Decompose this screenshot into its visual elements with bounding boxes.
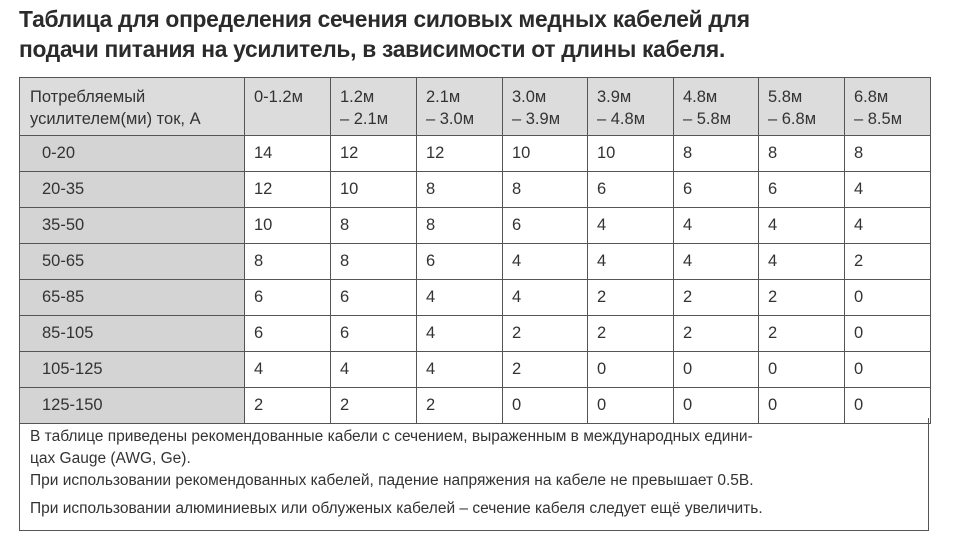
gauge-cell: 4	[588, 244, 674, 280]
gauge-cell: 10	[331, 172, 417, 208]
gauge-cell: 8	[503, 172, 588, 208]
header-line2: – 2.1м	[340, 110, 389, 128]
gauge-cell: 0	[674, 388, 759, 424]
cable-gauge-table	[19, 77, 931, 424]
gauge-cell: 14	[245, 136, 331, 172]
gauge-cell: 4	[845, 172, 931, 208]
header-line2: – 5.8м	[683, 110, 732, 128]
gauge-cell: 4	[845, 208, 931, 244]
header-line1: 1.2м	[340, 88, 375, 106]
gauge-cell: 0	[845, 280, 931, 316]
notes-box	[19, 418, 929, 531]
gauge-cell: 2	[503, 316, 588, 352]
gauge-cell: 6	[503, 208, 588, 244]
gauge-cell: 4	[503, 280, 588, 316]
gauge-cell: 12	[245, 172, 331, 208]
gauge-cell: 4	[674, 208, 759, 244]
row-current-range: 20-35	[20, 172, 245, 208]
gauge-cell: 0	[845, 388, 931, 424]
gauge-cell: 2	[503, 352, 588, 388]
table-row	[20, 280, 931, 316]
gauge-cell: 2	[759, 316, 845, 352]
gauge-cell: 4	[245, 352, 331, 388]
row-current-range: 50-65	[20, 244, 245, 280]
gauge-cell: 2	[674, 280, 759, 316]
note-line-3: При использовании рекомендованных кабелей, падение напряжения на кабеле не превышает 0.5В.	[30, 472, 754, 489]
header-line1: 2.1м	[426, 88, 461, 106]
header-length	[845, 78, 931, 136]
header-line1: 6.8м	[854, 88, 889, 106]
gauge-cell: 8	[245, 244, 331, 280]
gauge-cell: 2	[245, 388, 331, 424]
header-line2: – 4.8м	[597, 110, 646, 128]
gauge-cell: 10	[588, 136, 674, 172]
header-line1: 0-1.2м	[254, 88, 303, 106]
gauge-cell: 0	[503, 388, 588, 424]
header-line2: – 3.0м	[426, 110, 475, 128]
gauge-cell: 4	[588, 208, 674, 244]
header-length	[759, 78, 845, 136]
gauge-cell: 8	[845, 136, 931, 172]
row-current-range: 0-20	[20, 136, 245, 172]
gauge-cell: 8	[674, 136, 759, 172]
table-header-row	[20, 78, 931, 136]
table-row	[20, 316, 931, 352]
table-row	[20, 352, 931, 388]
header-current	[20, 78, 245, 136]
header-line2: – 3.9м	[512, 110, 561, 128]
gauge-cell: 0	[759, 352, 845, 388]
header-length	[503, 78, 588, 136]
note-line-1: В таблице приведены рекомендованные кабели с сечением, выраженным в международных едини-	[30, 428, 753, 445]
header-length	[245, 78, 331, 136]
gauge-cell: 2	[845, 244, 931, 280]
gauge-cell: 0	[845, 352, 931, 388]
gauge-cell: 0	[845, 316, 931, 352]
gauge-cell: 2	[759, 280, 845, 316]
gauge-cell: 6	[245, 280, 331, 316]
header-line1: 3.0м	[512, 88, 547, 106]
gauge-cell: 4	[759, 208, 845, 244]
row-current-range: 125-150	[20, 388, 245, 424]
header-line2: – 6.8м	[768, 110, 817, 128]
gauge-cell: 8	[759, 136, 845, 172]
gauge-cell: 6	[588, 172, 674, 208]
gauge-cell: 12	[331, 136, 417, 172]
table-row	[20, 244, 931, 280]
gauge-cell: 6	[759, 172, 845, 208]
gauge-cell: 4	[417, 316, 503, 352]
header-length	[674, 78, 759, 136]
gauge-cell: 0	[588, 352, 674, 388]
header-length	[331, 78, 417, 136]
header-line1: 5.8м	[768, 88, 803, 106]
gauge-cell: 12	[417, 136, 503, 172]
gauge-cell: 8	[331, 208, 417, 244]
gauge-cell: 4	[674, 244, 759, 280]
gauge-cell: 6	[417, 244, 503, 280]
gauge-cell: 2	[331, 388, 417, 424]
title-line-1: Таблица для определения сечения силовых медных кабелей для	[19, 6, 750, 32]
table-row	[20, 136, 931, 172]
page-title	[19, 4, 921, 64]
table-row	[20, 208, 931, 244]
header-current-line2: усилителем(ми) ток, А	[30, 110, 201, 128]
row-current-range: 85-105	[20, 316, 245, 352]
header-line1: 4.8м	[683, 88, 718, 106]
gauge-cell: 2	[588, 316, 674, 352]
gauge-cell: 0	[588, 388, 674, 424]
gauge-cell: 10	[245, 208, 331, 244]
note-line-2: цах Gauge (AWG, Ge).	[30, 450, 191, 467]
gauge-cell: 6	[331, 280, 417, 316]
gauge-cell: 6	[674, 172, 759, 208]
title-line-2: подачи питания на усилитель, в зависимости от длины кабеля.	[19, 36, 725, 62]
gauge-cell: 6	[245, 316, 331, 352]
gauge-cell: 0	[759, 388, 845, 424]
gauge-cell: 4	[759, 244, 845, 280]
gauge-cell: 8	[417, 208, 503, 244]
gauge-cell: 4	[417, 352, 503, 388]
gauge-cell: 4	[417, 280, 503, 316]
gauge-cell: 8	[331, 244, 417, 280]
row-current-range: 35-50	[20, 208, 245, 244]
note-line-4: При использовании алюминиевых или облуженых кабелей – сечение кабеля следует ещё увеличить.	[30, 500, 763, 517]
table-body	[20, 136, 931, 424]
gauge-cell: 2	[417, 388, 503, 424]
header-line2: – 8.5м	[854, 110, 903, 128]
gauge-cell: 4	[331, 352, 417, 388]
gauge-cell: 8	[417, 172, 503, 208]
header-current-line1: Потребляемый	[30, 88, 146, 106]
gauge-cell: 4	[503, 244, 588, 280]
gauge-cell: 6	[331, 316, 417, 352]
header-length	[417, 78, 503, 136]
table-row	[20, 172, 931, 208]
gauge-cell: 2	[674, 316, 759, 352]
header-line1: 3.9м	[597, 88, 632, 106]
header-length	[588, 78, 674, 136]
gauge-cell: 10	[503, 136, 588, 172]
gauge-cell: 2	[588, 280, 674, 316]
gauge-cell: 0	[674, 352, 759, 388]
row-current-range: 65-85	[20, 280, 245, 316]
row-current-range: 105-125	[20, 352, 245, 388]
